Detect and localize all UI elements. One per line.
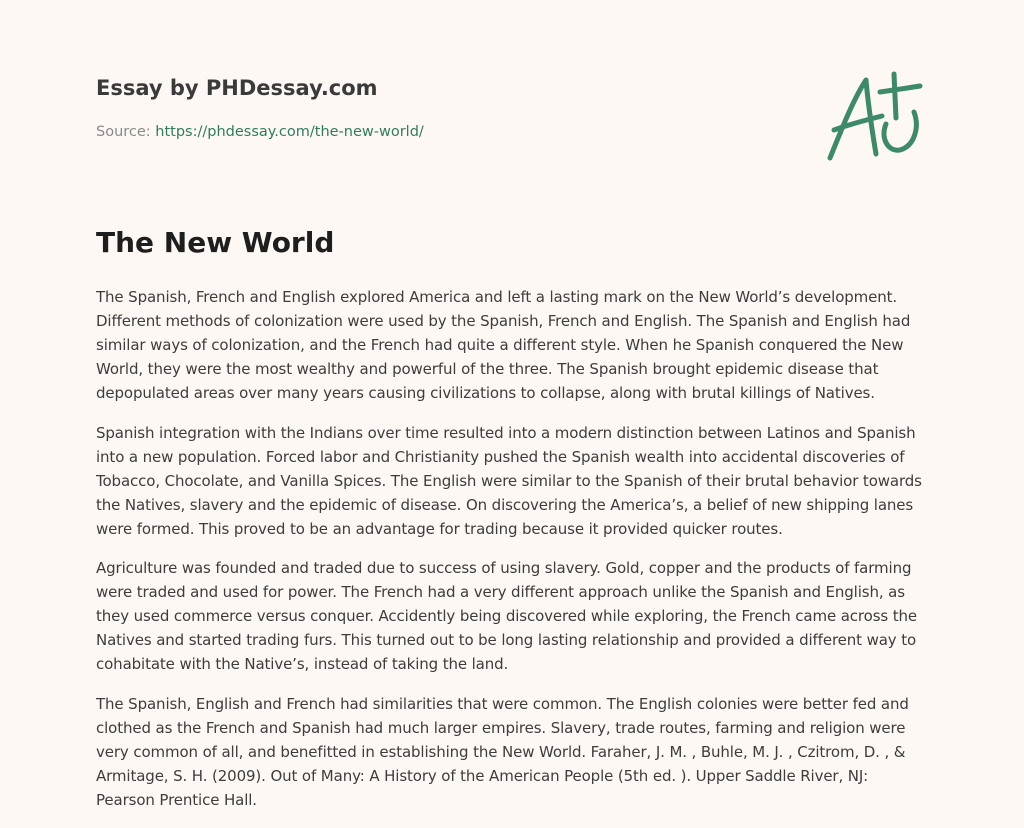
essay-paragraph: The Spanish, English and French had similarities that were common. The English colonies were better fed and clothed as the French and Spanish had much larger empires. Slavery, trade routes, farming and religion were very common of all, and benefitted in establishing the New World. Faraher, J. M. , Buhle, M. J. , Czitrom, D. , & Armitage, S. H. (2009). Out of Many: A History of the American People (5th ed. ). Upper Saddle River, NJ: Pearson Prentice Hall. <box>96 694 909 809</box>
source-label: Source: <box>96 124 151 140</box>
source-line <box>96 124 424 140</box>
essay-body <box>96 285 926 827</box>
essay-title: The New World <box>96 226 335 259</box>
a-plus-logo-icon <box>822 68 928 164</box>
essay-paragraph: The Spanish, French and English explored America and left a lasting mark on the New World’s development. Different methods of colonization were used by the Spanish, French and English. The Spanish and English had similar ways of colonization, and the French had quite a different style. When he Spanish conquered the New World, they were the most wealthy and powerful of the three. The Spanish brought epidemic disease that depopulated areas over many years causing civilizations to collapse, along with brutal killings of Natives. <box>96 288 911 402</box>
essay-paragraph: Spanish integration with the Indians over time resulted into a modern distinction between Latinos and Spanish into a new population. Forced labor and Christianity pushed the Spanish wealth into accidental discoveries of Tobacco, Chocolate, and Vanilla Spices. The English were similar to the Spanish of their brutal behavior towards the Natives, slavery and the epidemic of disease. On discovering the America’s, a belief of new shipping lanes were formed. This proved to be an advantage for trading because it provided quicker routes. <box>96 423 922 538</box>
source-link[interactable]: https://phdessay.com/the-new-world/ <box>155 124 424 140</box>
site-title: Essay by PHDessay.com <box>96 76 378 100</box>
essay-paragraph: Agriculture was founded and traded due to success of using slavery. Gold, copper and the products of farming were traded and used for power. The French had a very different approach unlike the Spanish and English, as they used commerce versus conquer. Accidently being discovered while exploring, the French came across the Natives and started trading furs. This turned out to be long lasting relationship and provided a different way to cohabitate with the Native’s, instead of taking the land. <box>96 559 917 673</box>
